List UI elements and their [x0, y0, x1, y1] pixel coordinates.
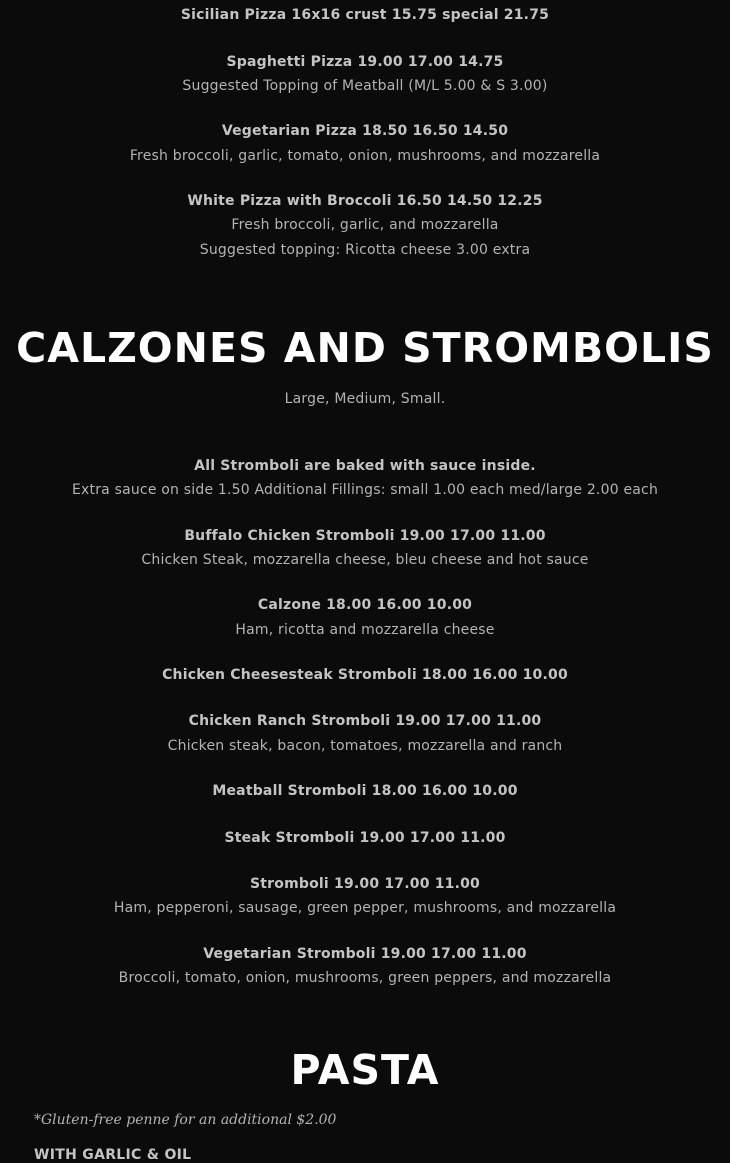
section-heading-calzones: CALZONES AND STROMBOLIS — [16, 324, 714, 372]
menu-item-description: Ham, ricotta and mozzarella cheese — [235, 622, 495, 638]
section-heading-pasta: PASTA — [290, 1046, 440, 1094]
menu-item-title: Buffalo Chicken Stromboli 19.00 17.00 11.00 — [184, 528, 546, 544]
gluten-free-note: *Gluten-free penne for an additional $2.00 — [34, 1112, 337, 1128]
menu-item-title: Vegetarian Pizza 18.50 16.50 14.50 — [221, 123, 509, 139]
menu-item-title: Steak Stromboli 19.00 17.00 11.00 — [224, 830, 506, 846]
menu-item-description: Fresh broccoli, garlic, and mozzarella — [231, 217, 499, 233]
menu-item-title: Stromboli 19.00 17.00 11.00 — [250, 876, 480, 892]
pasta-subsection-title: WITH GARLIC & OIL — [34, 1147, 192, 1163]
menu-item-title: Calzone 18.00 16.00 10.00 — [257, 597, 473, 613]
menu-item-description: Suggested topping: Ricotta cheese 3.00 extra — [199, 242, 531, 258]
menu-item-description: Broccoli, tomato, onion, mushrooms, green peppers, and mozzarella — [118, 970, 612, 986]
menu-item-description: Ham, pepperoni, sausage, green pepper, mushrooms, and mozzarella — [113, 900, 617, 916]
menu-item-title: Meatball Stromboli 18.00 16.00 10.00 — [212, 783, 518, 799]
menu-item-title: Spaghetti Pizza 19.00 17.00 14.75 — [226, 54, 504, 70]
stromboli-note-title: All Stromboli are baked with sauce inside. — [194, 458, 536, 474]
menu-item-description: Chicken steak, bacon, tomatoes, mozzarella and ranch — [167, 738, 563, 754]
menu-item-description: Chicken Steak, mozzarella cheese, bleu cheese and hot sauce — [141, 552, 589, 568]
stromboli-note-description: Extra sauce on side 1.50 Additional Fillings: small 1.00 each med/large 2.00 each — [71, 482, 659, 498]
menu-item-title: Chicken Cheesesteak Stromboli 18.00 16.00 10.00 — [162, 667, 568, 683]
menu-item-title: Vegetarian Stromboli 19.00 17.00 11.00 — [203, 946, 527, 962]
menu-item-title: Chicken Ranch Stromboli 19.00 17.00 11.00 — [188, 713, 542, 729]
menu-item-description: Fresh broccoli, garlic, tomato, onion, mushrooms, and mozzarella — [129, 148, 601, 164]
menu-item-description: Suggested Topping of Meatball (M/L 5.00 & S 3.00) — [182, 78, 548, 94]
size-legend: Large, Medium, Small. — [284, 391, 446, 407]
menu-item-title: White Pizza with Broccoli 16.50 14.50 12.25 — [187, 193, 543, 209]
menu-item-title: Sicilian Pizza 16x16 crust 15.75 special 21.75 — [180, 7, 550, 23]
